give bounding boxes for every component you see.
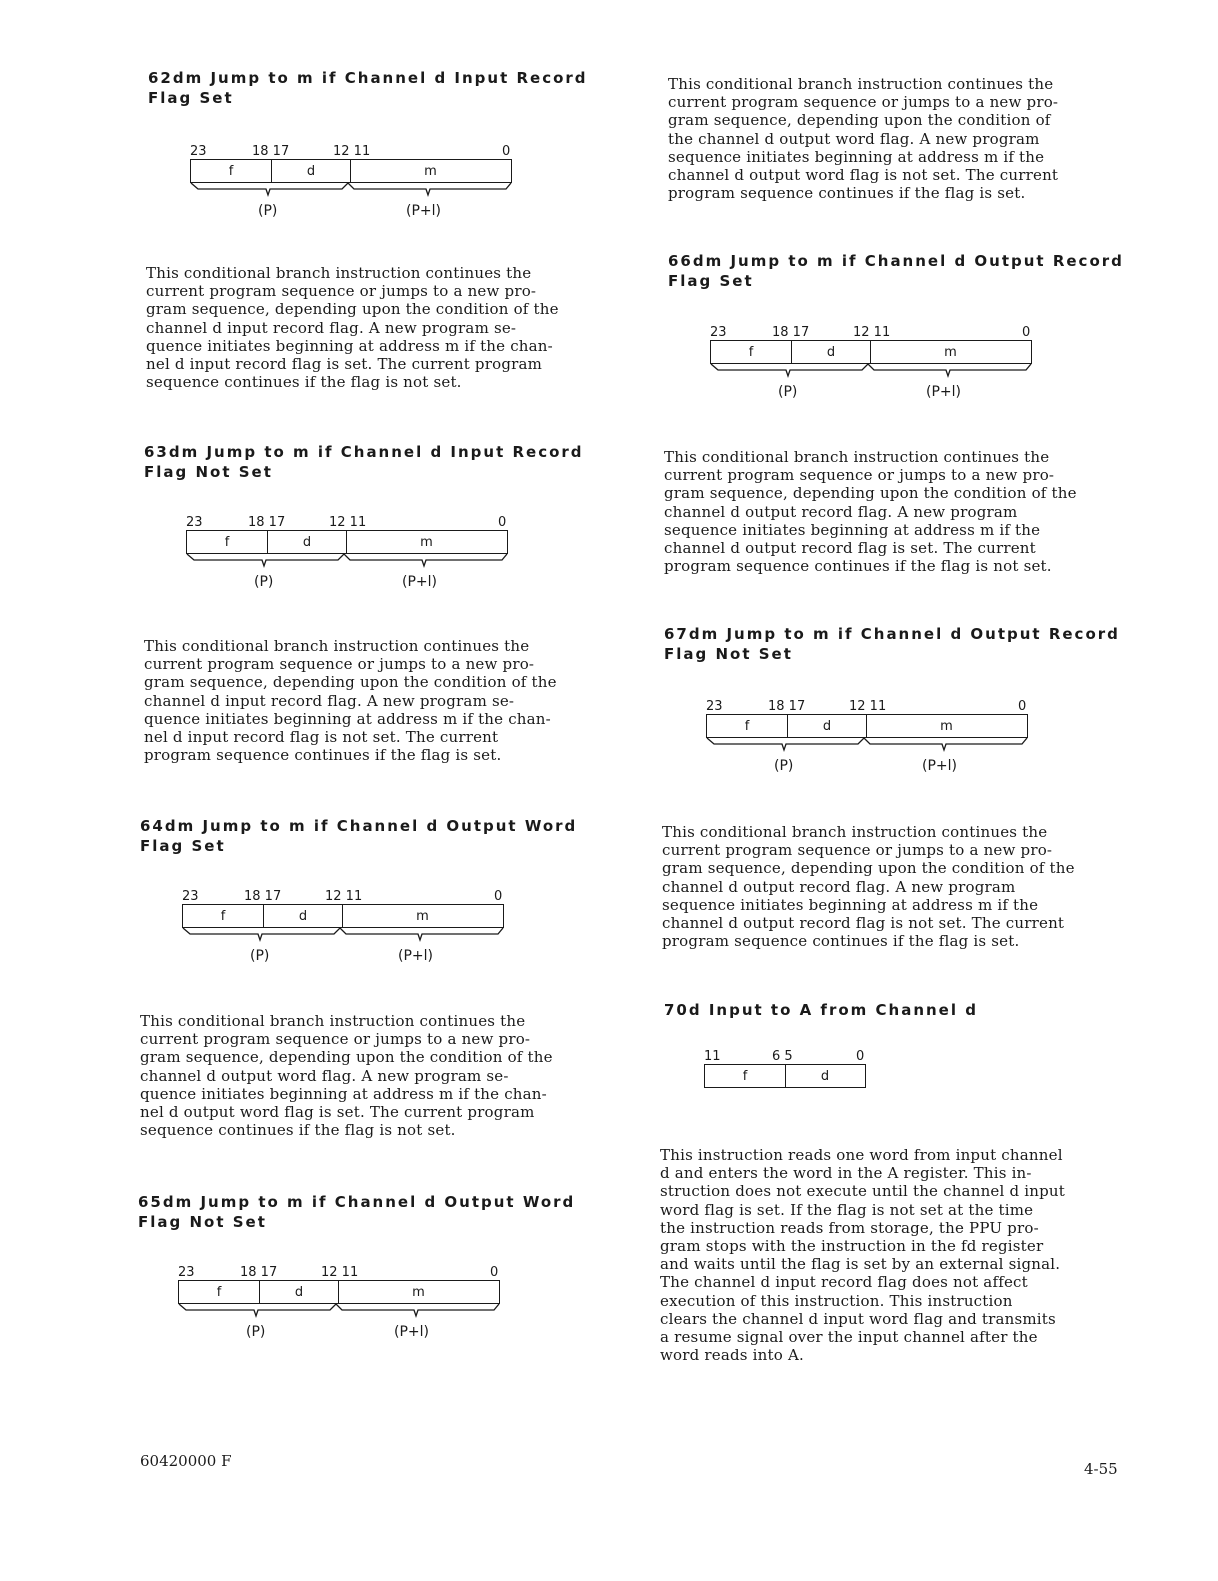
field-f: f xyxy=(179,1281,260,1303)
bit-label: 0 xyxy=(490,1265,499,1280)
description-paragraph: This conditional branch instruction continues the current program sequence or jumps to a new pro- gram sequence, depending upon the condition of the channel d input record flag. A new program se- quence initiates beginning at address m if the chan- nel d input record flag is set. The current program sequence continues if the flag is not set. xyxy=(146,264,559,392)
section-heading: 66dm Jump to m if Channel d Output Record Flag Set xyxy=(668,252,1124,290)
section-62dm-description xyxy=(146,264,626,391)
field-f: f xyxy=(183,905,264,927)
parcel-brace xyxy=(186,554,516,574)
bit-label: 12 11 xyxy=(325,889,363,904)
parcel-label-p: (P) xyxy=(254,574,274,590)
description-paragraph: This conditional branch instruction continues the current program sequence or jumps to a new pro- gram sequence, depending upon the condition of the channel d input record flag. A new program se- quence initiates beginning at address m if the chan- nel d input record flag is not set. The current program sequence continues if the flag is set. xyxy=(144,637,557,765)
parcel-brace xyxy=(182,928,512,948)
field-d: d xyxy=(272,160,351,182)
parcel-label-p-plus-1: (P+l) xyxy=(398,948,433,964)
field-d: d xyxy=(260,1281,339,1303)
description-paragraph: This conditional branch instruction continues the current program sequence or jumps to a new pro- gram sequence, depending upon the condition of the channel d output record flag. A new program sequence initiates beginning at address m if the channel d output record flag is set. The current program sequence continues if the flag is not set. xyxy=(664,448,1077,576)
bit-label: 12 11 xyxy=(329,515,367,530)
field-f: f xyxy=(705,1065,786,1087)
description-paragraph: This conditional branch instruction continues the current program sequence or jumps to a new pro- gram sequence, depending upon the condition of the channel d output record flag. A new program sequence initiates beginning at address m if the channel d output record flag is not set. The current program sequence continues if the flag is set. xyxy=(662,823,1075,951)
parcel-label-p-plus-1: (P+l) xyxy=(402,574,437,590)
field-d: d xyxy=(792,341,871,363)
instruction-format-diagram xyxy=(706,700,1036,790)
bit-label: 23 xyxy=(178,1265,195,1280)
bit-label: 6 5 xyxy=(772,1049,793,1064)
section-67dm-description xyxy=(662,823,1142,950)
parcel-label-p-plus-1: (P+l) xyxy=(406,203,441,219)
section-65dm-description xyxy=(668,75,1148,202)
bit-label: 23 xyxy=(706,699,723,714)
section-66dm xyxy=(668,251,1148,291)
page-number: 4-55 xyxy=(1084,1460,1118,1478)
field-f: f xyxy=(187,531,268,553)
bit-label: 0 xyxy=(502,144,511,159)
parcel-label-p-plus-1: (P+l) xyxy=(394,1324,429,1340)
section-67dm xyxy=(664,624,1144,664)
bit-label: 0 xyxy=(856,1049,865,1064)
instruction-word-box xyxy=(710,340,1032,364)
description-paragraph: This conditional branch instruction continues the current program sequence or jumps to a new pro- gram sequence, depending upon the condition of the channel d output word flag. A new program sequence initiates beginning at address m if the channel d output word flag is not set. The current program sequence continues if the flag is set. xyxy=(668,75,1059,203)
bit-label: 0 xyxy=(1018,699,1027,714)
bit-label: 18 17 xyxy=(244,889,282,904)
parcel-label-p-plus-1: (P+l) xyxy=(922,758,957,774)
bit-label: 18 17 xyxy=(772,325,810,340)
instruction-word-box xyxy=(186,530,508,554)
field-m: m xyxy=(940,718,953,734)
instruction-word-box xyxy=(704,1064,866,1088)
description-paragraph: This conditional branch instruction continues the current program sequence or jumps to a new pro- gram sequence, depending upon the condition of the channel d output word flag. A new program se- quence initiates beginning at address m if the chan- nel d output word flag is set. The current program sequence continues if the flag is not set. xyxy=(140,1012,553,1140)
field-m: m xyxy=(416,908,429,924)
instruction-format-diagram xyxy=(704,1050,874,1095)
instruction-format-diagram xyxy=(182,890,512,980)
field-d: d xyxy=(820,1068,830,1084)
section-64dm xyxy=(140,816,620,856)
section-heading: 62dm Jump to m if Channel d Input Record Flag Set xyxy=(148,69,588,107)
section-heading: 70d Input to A from Channel d xyxy=(664,1001,978,1019)
section-62dm xyxy=(148,68,628,108)
field-m: m xyxy=(412,1284,425,1300)
parcel-label-p: (P) xyxy=(246,1324,266,1340)
section-70d xyxy=(664,1000,1144,1020)
bit-label: 18 17 xyxy=(768,699,806,714)
instruction-word-box xyxy=(182,904,504,928)
parcel-brace xyxy=(710,364,1040,384)
instruction-format-diagram xyxy=(190,145,520,235)
bit-label: 23 xyxy=(190,144,207,159)
bit-label: 12 11 xyxy=(849,699,887,714)
bit-label: 0 xyxy=(1022,325,1031,340)
instruction-word-box xyxy=(706,714,1028,738)
field-d: d xyxy=(788,715,867,737)
section-64dm-description xyxy=(140,1012,620,1139)
bit-label: 23 xyxy=(182,889,199,904)
field-f: f xyxy=(191,160,272,182)
bit-label: 23 xyxy=(186,515,203,530)
bit-label: 23 xyxy=(710,325,727,340)
document-number: 60420000 F xyxy=(140,1452,232,1470)
bit-label: 18 17 xyxy=(240,1265,278,1280)
bit-label: 12 11 xyxy=(333,144,371,159)
parcel-brace xyxy=(178,1304,508,1324)
field-d: d xyxy=(268,531,347,553)
parcel-label-p: (P) xyxy=(258,203,278,219)
bit-label: 12 11 xyxy=(853,325,891,340)
parcel-label-p: (P) xyxy=(250,948,270,964)
instruction-format-diagram xyxy=(186,516,516,606)
instruction-format-diagram xyxy=(710,326,1040,416)
instruction-word-box xyxy=(178,1280,500,1304)
field-f: f xyxy=(711,341,792,363)
section-heading: 67dm Jump to m if Channel d Output Record Flag Not Set xyxy=(664,625,1120,663)
section-63dm-description xyxy=(144,637,624,764)
section-70d-description xyxy=(660,1146,1140,1364)
section-heading: 64dm Jump to m if Channel d Output Word Flag Set xyxy=(140,817,578,855)
bit-label: 12 11 xyxy=(321,1265,359,1280)
bit-label: 18 17 xyxy=(248,515,286,530)
field-m: m xyxy=(424,163,437,179)
instruction-word-box xyxy=(190,159,512,183)
parcel-brace xyxy=(706,738,1036,758)
section-heading: 63dm Jump to m if Channel d Input Record Flag Not Set xyxy=(144,443,584,481)
bit-label: 0 xyxy=(494,889,503,904)
field-m: m xyxy=(944,344,957,360)
parcel-brace xyxy=(190,183,520,203)
field-f: f xyxy=(707,715,788,737)
section-65dm xyxy=(138,1192,618,1232)
bit-label: 11 xyxy=(704,1049,721,1064)
section-heading: 65dm Jump to m if Channel d Output Word Flag Not Set xyxy=(138,1193,576,1231)
field-m: m xyxy=(420,534,433,550)
bit-label: 0 xyxy=(498,515,507,530)
parcel-label-p-plus-1: (P+l) xyxy=(926,384,961,400)
description-paragraph: This instruction reads one word from input channel d and enters the word in the A register. This in- struction does not execute until the channel d input word flag is set. If the flag is not set at the time the instruction reads from storage, the PPU pro- gram stops with the instruction in the fd register and waits until the flag is set by an external signal. The channel d input record flag does not affect execution of this instruction. This instruction clears the channel d input word flag and transmits a resume signal over the input channel after the word reads into A. xyxy=(660,1146,1065,1365)
bit-label: 18 17 xyxy=(252,144,290,159)
parcel-label-p: (P) xyxy=(774,758,794,774)
section-63dm xyxy=(144,442,624,482)
parcel-label-p: (P) xyxy=(778,384,798,400)
instruction-format-diagram xyxy=(178,1266,508,1356)
field-d: d xyxy=(264,905,343,927)
section-66dm-description xyxy=(664,448,1144,575)
